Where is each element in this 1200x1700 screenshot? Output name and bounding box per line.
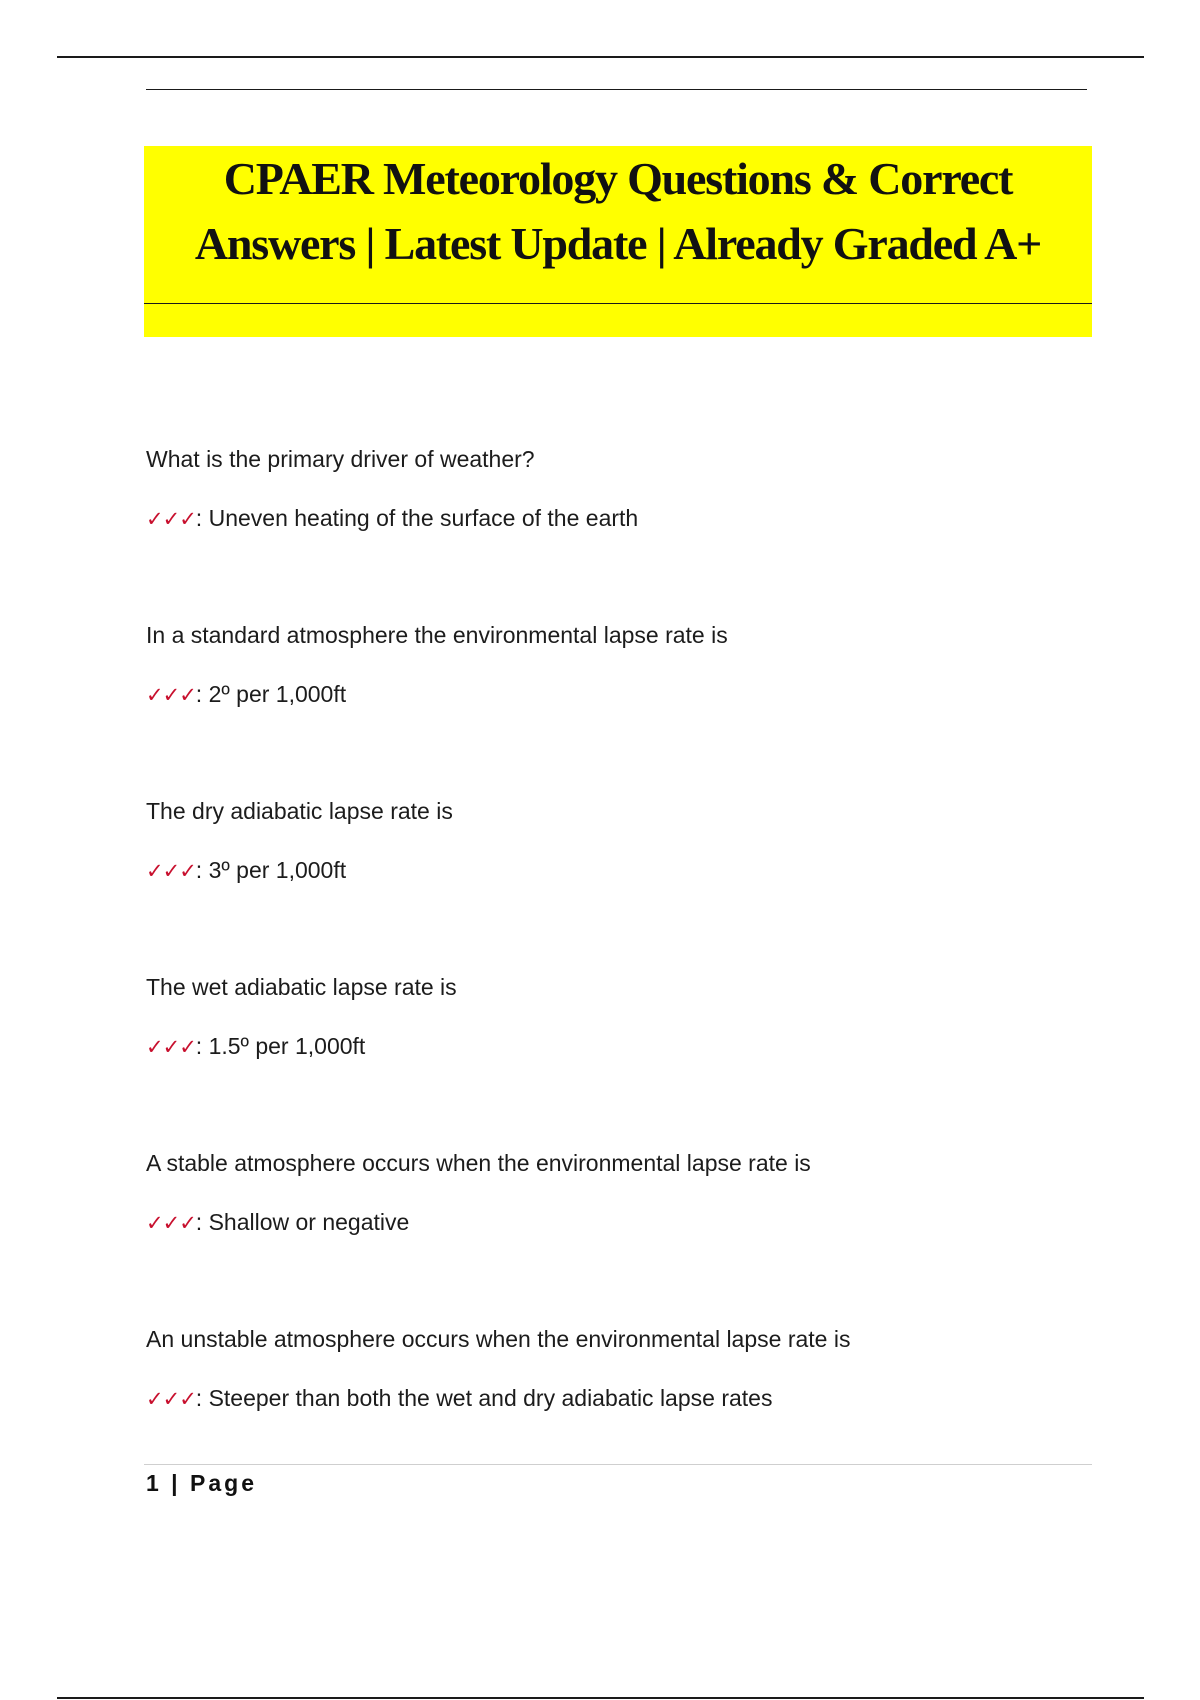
question-text: What is the primary driver of weather? [146, 446, 535, 472]
triple-check-icon: ✓✓✓ [146, 1211, 196, 1235]
document-title [144, 146, 1092, 276]
triple-check-icon: ✓✓✓ [146, 683, 196, 707]
question-text: An unstable atmosphere occurs when the environmental lapse rate is [146, 1326, 851, 1352]
answer-separator: : [195, 857, 203, 883]
bottom-border-rule [57, 1697, 1144, 1699]
answer-separator: : [195, 681, 203, 707]
triple-check-icon: ✓✓✓ [146, 1035, 196, 1059]
answer-separator: : [195, 1385, 203, 1411]
title-banner [144, 146, 1092, 337]
answer-text: 3º per 1,000ft [208, 857, 347, 883]
answer-text: 2º per 1,000ft [208, 681, 347, 707]
top-border-rule [57, 56, 1144, 58]
answer-line [146, 680, 346, 709]
answer-separator: : [195, 505, 203, 531]
answer-text: 1.5º per 1,000ft [208, 1033, 366, 1059]
question-text: The dry adiabatic lapse rate is [146, 798, 453, 824]
header-rule [146, 89, 1087, 90]
question-text: In a standard atmosphere the environmental lapse rate is [146, 622, 728, 648]
question-text: A stable atmosphere occurs when the environmental lapse rate is [146, 1150, 811, 1176]
answer-line [146, 1208, 409, 1237]
title-underline [144, 303, 1092, 304]
answer-line [146, 856, 346, 885]
footer-rule [144, 1464, 1092, 1465]
answer-text: Shallow or negative [208, 1209, 410, 1235]
title-line-1: CPAER Meteorology Questions & Correct [223, 153, 1013, 204]
triple-check-icon: ✓✓✓ [146, 507, 196, 531]
answer-line [146, 1384, 772, 1413]
answer-line [146, 1032, 365, 1061]
answer-separator: : [195, 1033, 203, 1059]
title-line-2: Answers | Latest Update | Already Graded A+ [194, 218, 1042, 269]
answer-text: Uneven heating of the surface of the earth [208, 505, 639, 531]
triple-check-icon: ✓✓✓ [146, 1387, 196, 1411]
answer-separator: : [195, 1209, 203, 1235]
answer-text: Steeper than both the wet and dry adiabatic lapse rates [208, 1385, 773, 1411]
triple-check-icon: ✓✓✓ [146, 859, 196, 883]
question-text: The wet adiabatic lapse rate is [146, 974, 457, 1000]
page-number: 1 | Page [146, 1470, 257, 1496]
answer-line [146, 504, 638, 533]
